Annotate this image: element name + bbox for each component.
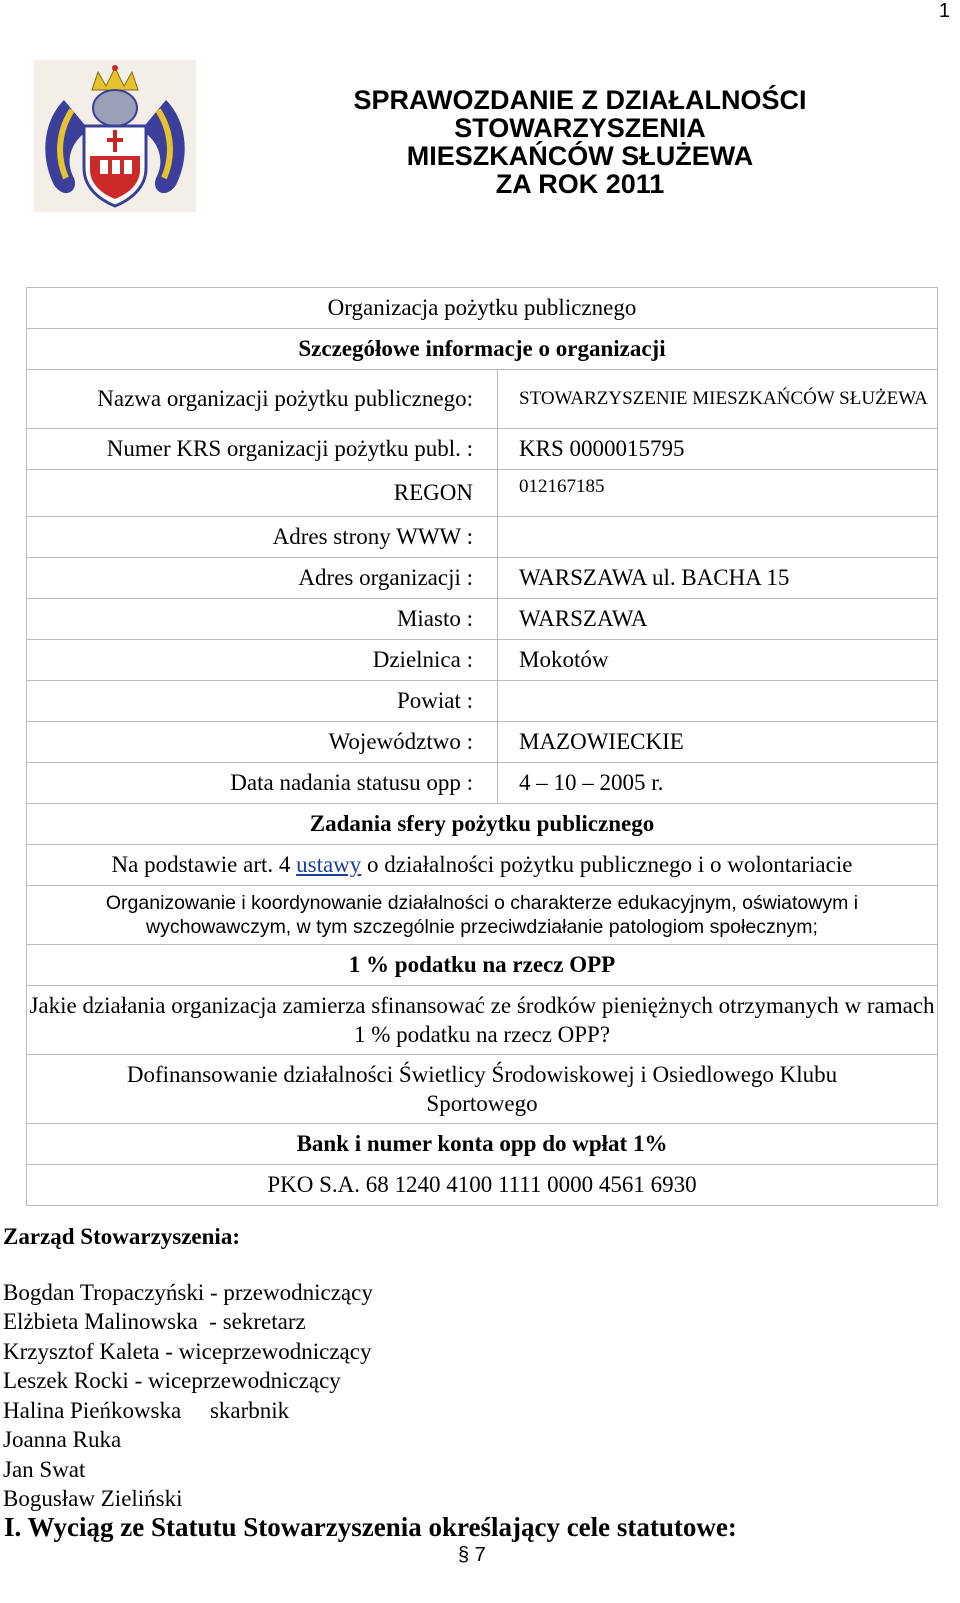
city-value: WARSZAWA [498, 599, 938, 640]
title-line-1: SPRAWOZDANIE Z DZIAŁALNOŚCI [353, 85, 807, 115]
county-value [498, 681, 938, 722]
list-item: Bogusław Zieliński [3, 1486, 183, 1511]
table-row [27, 640, 938, 681]
table-row [27, 599, 938, 640]
table-row [27, 370, 938, 429]
krs-value: KRS 0000015795 [498, 429, 938, 470]
www-value [498, 517, 938, 558]
list-item: Halina Pieńkowska skarbnik [3, 1397, 290, 1423]
table-row [27, 804, 938, 845]
table-row [27, 845, 938, 886]
krs-label: Numer KRS organizacji pożytku publ. : [27, 429, 498, 470]
statute-link[interactable]: ustawy [296, 852, 362, 877]
list-item: Leszek Rocki - wiceprzewodniczący [3, 1368, 341, 1393]
voivodeship-label: Województwo : [27, 722, 498, 763]
table-row [27, 763, 938, 804]
section-heading: I. Wyciąg ze Statutu Stowarzyszenia określający cele statutowe: [4, 1512, 737, 1542]
address-label: Adres organizacji : [27, 558, 498, 599]
status-date-label: Data nadania statusu opp : [27, 763, 498, 804]
regon-label: REGON [27, 470, 498, 517]
www-label: Adres strony WWW : [27, 517, 498, 558]
table-row [27, 429, 938, 470]
organization-info-table [26, 287, 938, 1206]
district-label: Dzielnica : [27, 640, 498, 681]
table-row [27, 681, 938, 722]
table-row [27, 722, 938, 763]
legal-basis-pre: Na podstawie art. 4 [111, 852, 297, 877]
list-item: Bogdan Tropaczyński - przewodniczący [3, 1279, 373, 1305]
county-label: Powiat : [27, 681, 498, 722]
document-title [300, 86, 860, 198]
title-line-3: MIESZKAŃCÓW SŁUŻEWA [406, 141, 754, 171]
bank-value: PKO S.A. 68 1240 4100 1111 0000 4561 6930 [27, 1165, 938, 1206]
name-label: Nazwa organizacji pożytku publicznego: [27, 370, 498, 429]
table-row [27, 558, 938, 599]
page-number: 1 [938, 0, 950, 22]
name-value: STOWARZYSZENIE MIESZKAŃCÓW SŁUŻEWA [498, 370, 938, 429]
list-item: Jan Swat [3, 1456, 86, 1482]
tasks-text: Organizowanie i koordynowanie działalności o charakterze edukacyjnym, oświatowym i wychowawczym, w tym szczególnie przeciwdziałanie patologiom społecznym; [27, 886, 938, 945]
voivodeship-value: MAZOWIECKIE [498, 722, 938, 763]
board-section [3, 1222, 373, 1514]
table-row [27, 945, 938, 986]
list-item: Joanna Ruka [3, 1427, 122, 1452]
tax-heading: 1 % podatku na rzecz OPP [27, 945, 938, 986]
list-item: Krzysztof Kaleta - wiceprzewodniczący [3, 1338, 372, 1364]
bank-heading: Bank i numer konta opp do wpłat 1% [27, 1124, 938, 1165]
coat-of-arms-icon [34, 60, 196, 212]
table-row [27, 517, 938, 558]
table-row [27, 288, 938, 329]
table-row [27, 1055, 938, 1124]
title-line-4: ZA ROK 2011 [495, 169, 665, 199]
tax-question: Jakie działania organizacja zamierza sfinansować ze środków pieniężnych otrzymanych w ramach 1 % podatku na rzecz OPP? [27, 986, 938, 1055]
table-row [27, 329, 938, 370]
legal-basis [27, 845, 938, 886]
table-row [27, 470, 938, 517]
address-value: WARSZAWA ul. BACHA 15 [498, 558, 938, 599]
list-item: Elżbieta Malinowska - sekretarz [3, 1309, 306, 1334]
title-line-2: STOWARZYSZENIA [454, 113, 706, 143]
regon-value: 012167185 [498, 470, 938, 517]
tax-answer: Dofinansowanie działalności Świetlicy Środowiskowej i Osiedlowego Klubu Sportowego [27, 1055, 938, 1124]
legal-basis-post: o działalności pożytku publicznego i o wolontariacie [361, 852, 853, 877]
table-row [27, 986, 938, 1055]
status-date-value: 4 – 10 – 2005 r. [498, 763, 938, 804]
tasks-heading: Zadania sfery pożytku publicznego [27, 804, 938, 845]
table-row [27, 1165, 938, 1206]
details-heading: Szczegółowe informacje o organizacji [27, 329, 938, 370]
paragraph-mark: § 7 [458, 1544, 486, 1566]
district-value: Mokotów [498, 640, 938, 681]
table-caption: Organizacja pożytku publicznego [27, 288, 938, 329]
city-label: Miasto : [27, 599, 498, 640]
board-heading: Zarząd Stowarzyszenia: [3, 1224, 240, 1249]
table-row [27, 886, 938, 945]
table-row [27, 1124, 938, 1165]
